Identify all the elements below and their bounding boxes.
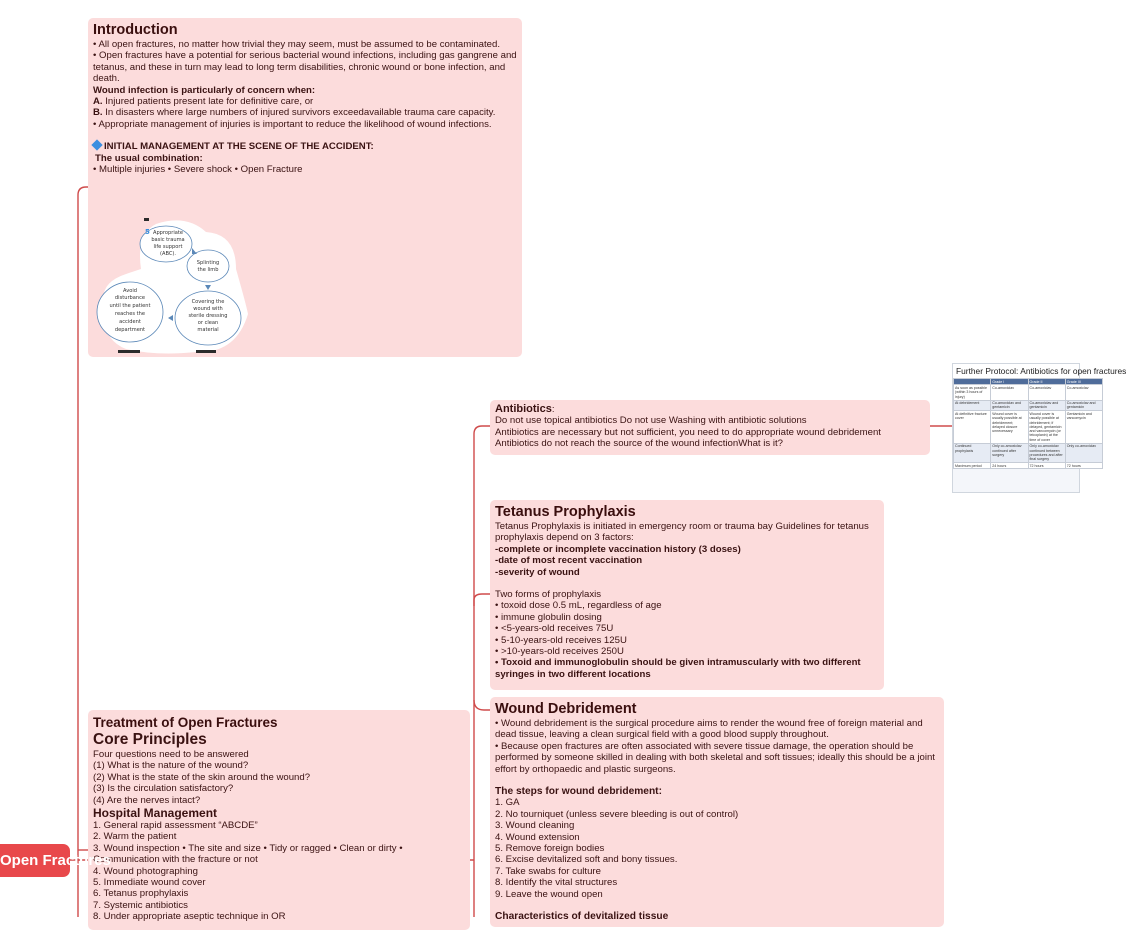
node-text: until the patient <box>109 303 151 309</box>
protocol-cell: Maximum period <box>954 462 991 468</box>
node-text: department <box>114 327 146 333</box>
hospital-item: 1. General rapid assessment “ABCDE” <box>93 820 258 832</box>
tetanus-card[interactable] <box>490 500 884 690</box>
protocol-cell: 72 hours <box>1028 462 1065 468</box>
protocol-cell: Co-amoxiclav and gentamicin <box>991 400 1028 411</box>
antibiotics-line: Antibiotics are necessary but not sufficient, you need to do appropriate wound debridement <box>495 426 881 438</box>
protocol-cell: Co-amoxiclav <box>991 385 1028 400</box>
debridement-line: • Wound debridement is the surgical procedure aims to render the wound free of foreign material and dead tissue, leaving a clean surgical field with a good blood supply throughout. <box>495 718 923 741</box>
tetanus-factor: -severity of wound <box>495 566 580 578</box>
root-node[interactable] <box>0 844 111 877</box>
core-intro: Four questions need to be answered <box>93 749 249 760</box>
node-text: Covering the <box>191 299 225 305</box>
node-text: wound with <box>193 306 223 312</box>
node-text: Splinting <box>196 260 220 266</box>
debridement-card[interactable] <box>490 697 944 927</box>
tetanus-form: • immune globulin dosing <box>495 611 602 623</box>
antibiotics-line: Do not use topical antibiotics Do not use Washing with antibiotic solutions <box>495 415 807 427</box>
protocol-row <box>954 462 1103 468</box>
tetanus-form: • >10-years-old receives 250U <box>495 646 624 658</box>
concern-b: B. In disasters where large numbers of injured survivors exceedavailable trauma care capacity. <box>93 107 496 119</box>
node-text: or clean <box>197 320 219 326</box>
node-text: material <box>197 327 219 333</box>
node-text: disturbance <box>114 295 146 301</box>
core-question: (1) What is the nature of the wound? <box>93 760 249 772</box>
antibiotics-heading: Antibiotics: <box>495 403 555 415</box>
protocol-cell: Grade II <box>1028 379 1065 385</box>
node-text: (ABC). <box>159 251 177 257</box>
debridement-title: Wound Debridement <box>495 701 637 717</box>
protocol-cell: 24 hours <box>991 462 1028 468</box>
core-question: (3) Is the circulation satisfactory? <box>93 783 234 795</box>
tetanus-title: Tetanus Prophylaxis <box>495 504 636 520</box>
hospital-item: 6. Tetanus prophylaxis <box>93 888 189 900</box>
core-principles-title: Core Principles <box>93 731 207 748</box>
protocol-cell: As soon as possible (within 3 hours of injury) <box>954 385 991 400</box>
protocol-table <box>953 378 1103 469</box>
protocol-cell: At debridement <box>954 400 991 411</box>
debridement-step: 2. No tourniquet (unless severe bleeding is out of control) <box>495 808 739 820</box>
usual-title: The usual combination: <box>95 152 203 164</box>
protocol-cell: Gentamicin and vancomycin <box>1065 411 1102 443</box>
root-label: Open Fractures <box>0 852 111 869</box>
protocol-cell: Only co-amoxiclav <box>1065 443 1102 462</box>
initial-management-diagram <box>96 214 250 354</box>
debridement-step: 4. Wound extension <box>495 831 580 843</box>
treatment-card[interactable] <box>88 710 470 930</box>
protocol-cell: Only co-amoxiclav continued after surgery <box>991 443 1028 462</box>
devitalized-title: Characteristics of devitalized tissue <box>495 911 669 923</box>
protocol-cell: Co-amoxiclav <box>1065 385 1102 400</box>
tetanus-intro: Tetanus Prophylaxis is initiated in emergency room or trauma bay Guidelines for tetanus prophylaxis depend on 3 factors: <box>495 521 869 544</box>
connector-debridement <box>474 700 490 710</box>
hospital-item: 2. Warm the patient <box>93 831 177 843</box>
hospital-item: 3. Wound inspection • The site and size • Tidy or ragged • Clean or dirty • Communication with the fracture or not <box>93 842 403 866</box>
antibiotics-card[interactable] <box>490 400 930 455</box>
debridement-step: 9. Leave the wound open <box>495 888 603 900</box>
node-text: accident <box>119 319 141 325</box>
debridement-step: 7. Take swabs for culture <box>495 865 601 877</box>
tetanus-form: • toxoid dose 0.5 mL, regardless of age <box>495 600 662 612</box>
treatment-title: Treatment of Open Fractures <box>93 715 278 730</box>
tetanus-forms-title: Two forms of prophylaxis <box>495 589 602 601</box>
node-text: the limb <box>197 267 219 273</box>
debridement-step: 1. GA <box>495 797 520 809</box>
protocol-row <box>954 400 1103 411</box>
protocol-row <box>954 443 1103 462</box>
concern-c: • Appropriate management of injuries is important to reduce the likelihood of wound infections. <box>93 118 492 130</box>
node-text: Appropriate <box>152 230 184 236</box>
protocol-cell: Co-amoxiclav and gentamicin <box>1028 400 1065 411</box>
step-number: 5 <box>145 228 150 236</box>
intro-line: • All open fractures, no matter how trivial they may seem, must be assumed to be contaminated. <box>93 39 501 50</box>
protocol-cell: At definitive fracture cover <box>954 411 991 443</box>
hospital-item: 8. Under appropriate aseptic technique in OR <box>93 911 286 923</box>
protocol-row <box>954 411 1103 443</box>
node-splint <box>187 250 229 282</box>
initial-management-title: INITIAL MANAGEMENT AT THE SCENE OF THE ACCIDENT: <box>91 141 517 152</box>
protocol-cell: Grade III <box>1065 379 1102 385</box>
debridement-step: 6. Excise devitalized soft and bony tissues. <box>495 854 678 866</box>
protocol-cell: Co-amoxiclav and gentamicin <box>1065 400 1102 411</box>
intro-line: • Open fractures have a potential for serious bacterial wound infections, including gas gangrene and tetanus, and these in turn may lead to long term disabilities, chronic wound or bone infection, and death. <box>93 50 517 85</box>
antibiotics-protocol-image[interactable] <box>952 363 1126 493</box>
protocol-cell: Continued prophylaxis <box>954 443 991 462</box>
protocol-cell: Only co-amoxiclav continued between procedures and after final surgery <box>1028 443 1065 462</box>
node-text: Avoid <box>123 288 137 294</box>
core-question: (4) Are the nerves intact? <box>93 794 201 806</box>
steps-title: The steps for wound debridement: <box>495 786 662 798</box>
tetanus-form: • <5-years-old receives 75U <box>495 623 614 635</box>
node-text: basic trauma <box>151 237 185 243</box>
protocol-cell: Wound cover is usually possible at debridement; delayed closure unnecessary <box>991 411 1028 443</box>
node-text: reaches the <box>114 311 146 317</box>
protocol-cell: 72 hours <box>1065 462 1102 468</box>
hospital-management-title: Hospital Management <box>93 806 218 821</box>
debridement-step: 5. Remove foreign bodies <box>495 843 605 855</box>
concern-a: A. Injured patients present late for definitive care, or <box>93 96 314 108</box>
hospital-item: 4. Wound photographing <box>93 865 198 877</box>
tetanus-form: • 5-10-years-old receives 125U <box>495 634 627 646</box>
hospital-item: 7. Systemic antibiotics <box>93 899 188 911</box>
protocol-cell: Grade I <box>991 379 1028 385</box>
tetanus-factor: -date of most recent vaccination <box>495 555 643 567</box>
diamond-icon <box>91 140 102 151</box>
debridement-step: 3. Wound cleaning <box>495 820 575 832</box>
antibiotics-line: Antibiotics do not reach the source of the wound infectionWhat is it? <box>495 438 783 450</box>
protocol-row <box>954 385 1103 400</box>
concern-title: Wound infection is particularly of concern when: <box>93 84 316 96</box>
debridement-line: • Because open fractures are often associated with severe tissue damage, the operation should be performed by someone skilled in dealing with both skeletal and soft tissues; ideally this should be a joint effort by orthopaedic and plastic surgeons. <box>495 740 935 775</box>
protocol-cell: Co-amoxiclav <box>1028 385 1065 400</box>
tetanus-note: • Toxoid and immunoglobulin should be given intramuscularly with two different syringes in two different locations <box>495 657 861 680</box>
core-question: (2) What is the state of the skin around the wound? <box>93 771 311 783</box>
hospital-item: 5. Immediate wound cover <box>93 877 206 889</box>
debridement-step: 8. Identify the vital structures <box>495 877 618 889</box>
protocol-title: Further Protocol: Antibiotics for open fractures <box>953 364 1079 378</box>
protocol-cell: Wound cover is usually possible at debridement; if delayed, gentamicin and vancomycin (or teicoplanin) at the time of cover <box>1028 411 1065 443</box>
usual-line: • Multiple injuries • Severe shock • Open Fracture <box>93 164 303 176</box>
tetanus-factor: -complete or incomplete vaccination history (3 doses) <box>495 543 741 555</box>
node-text: life support <box>153 244 183 250</box>
intro-title: Introduction <box>93 22 178 38</box>
node-text: sterile dressing <box>188 313 228 319</box>
